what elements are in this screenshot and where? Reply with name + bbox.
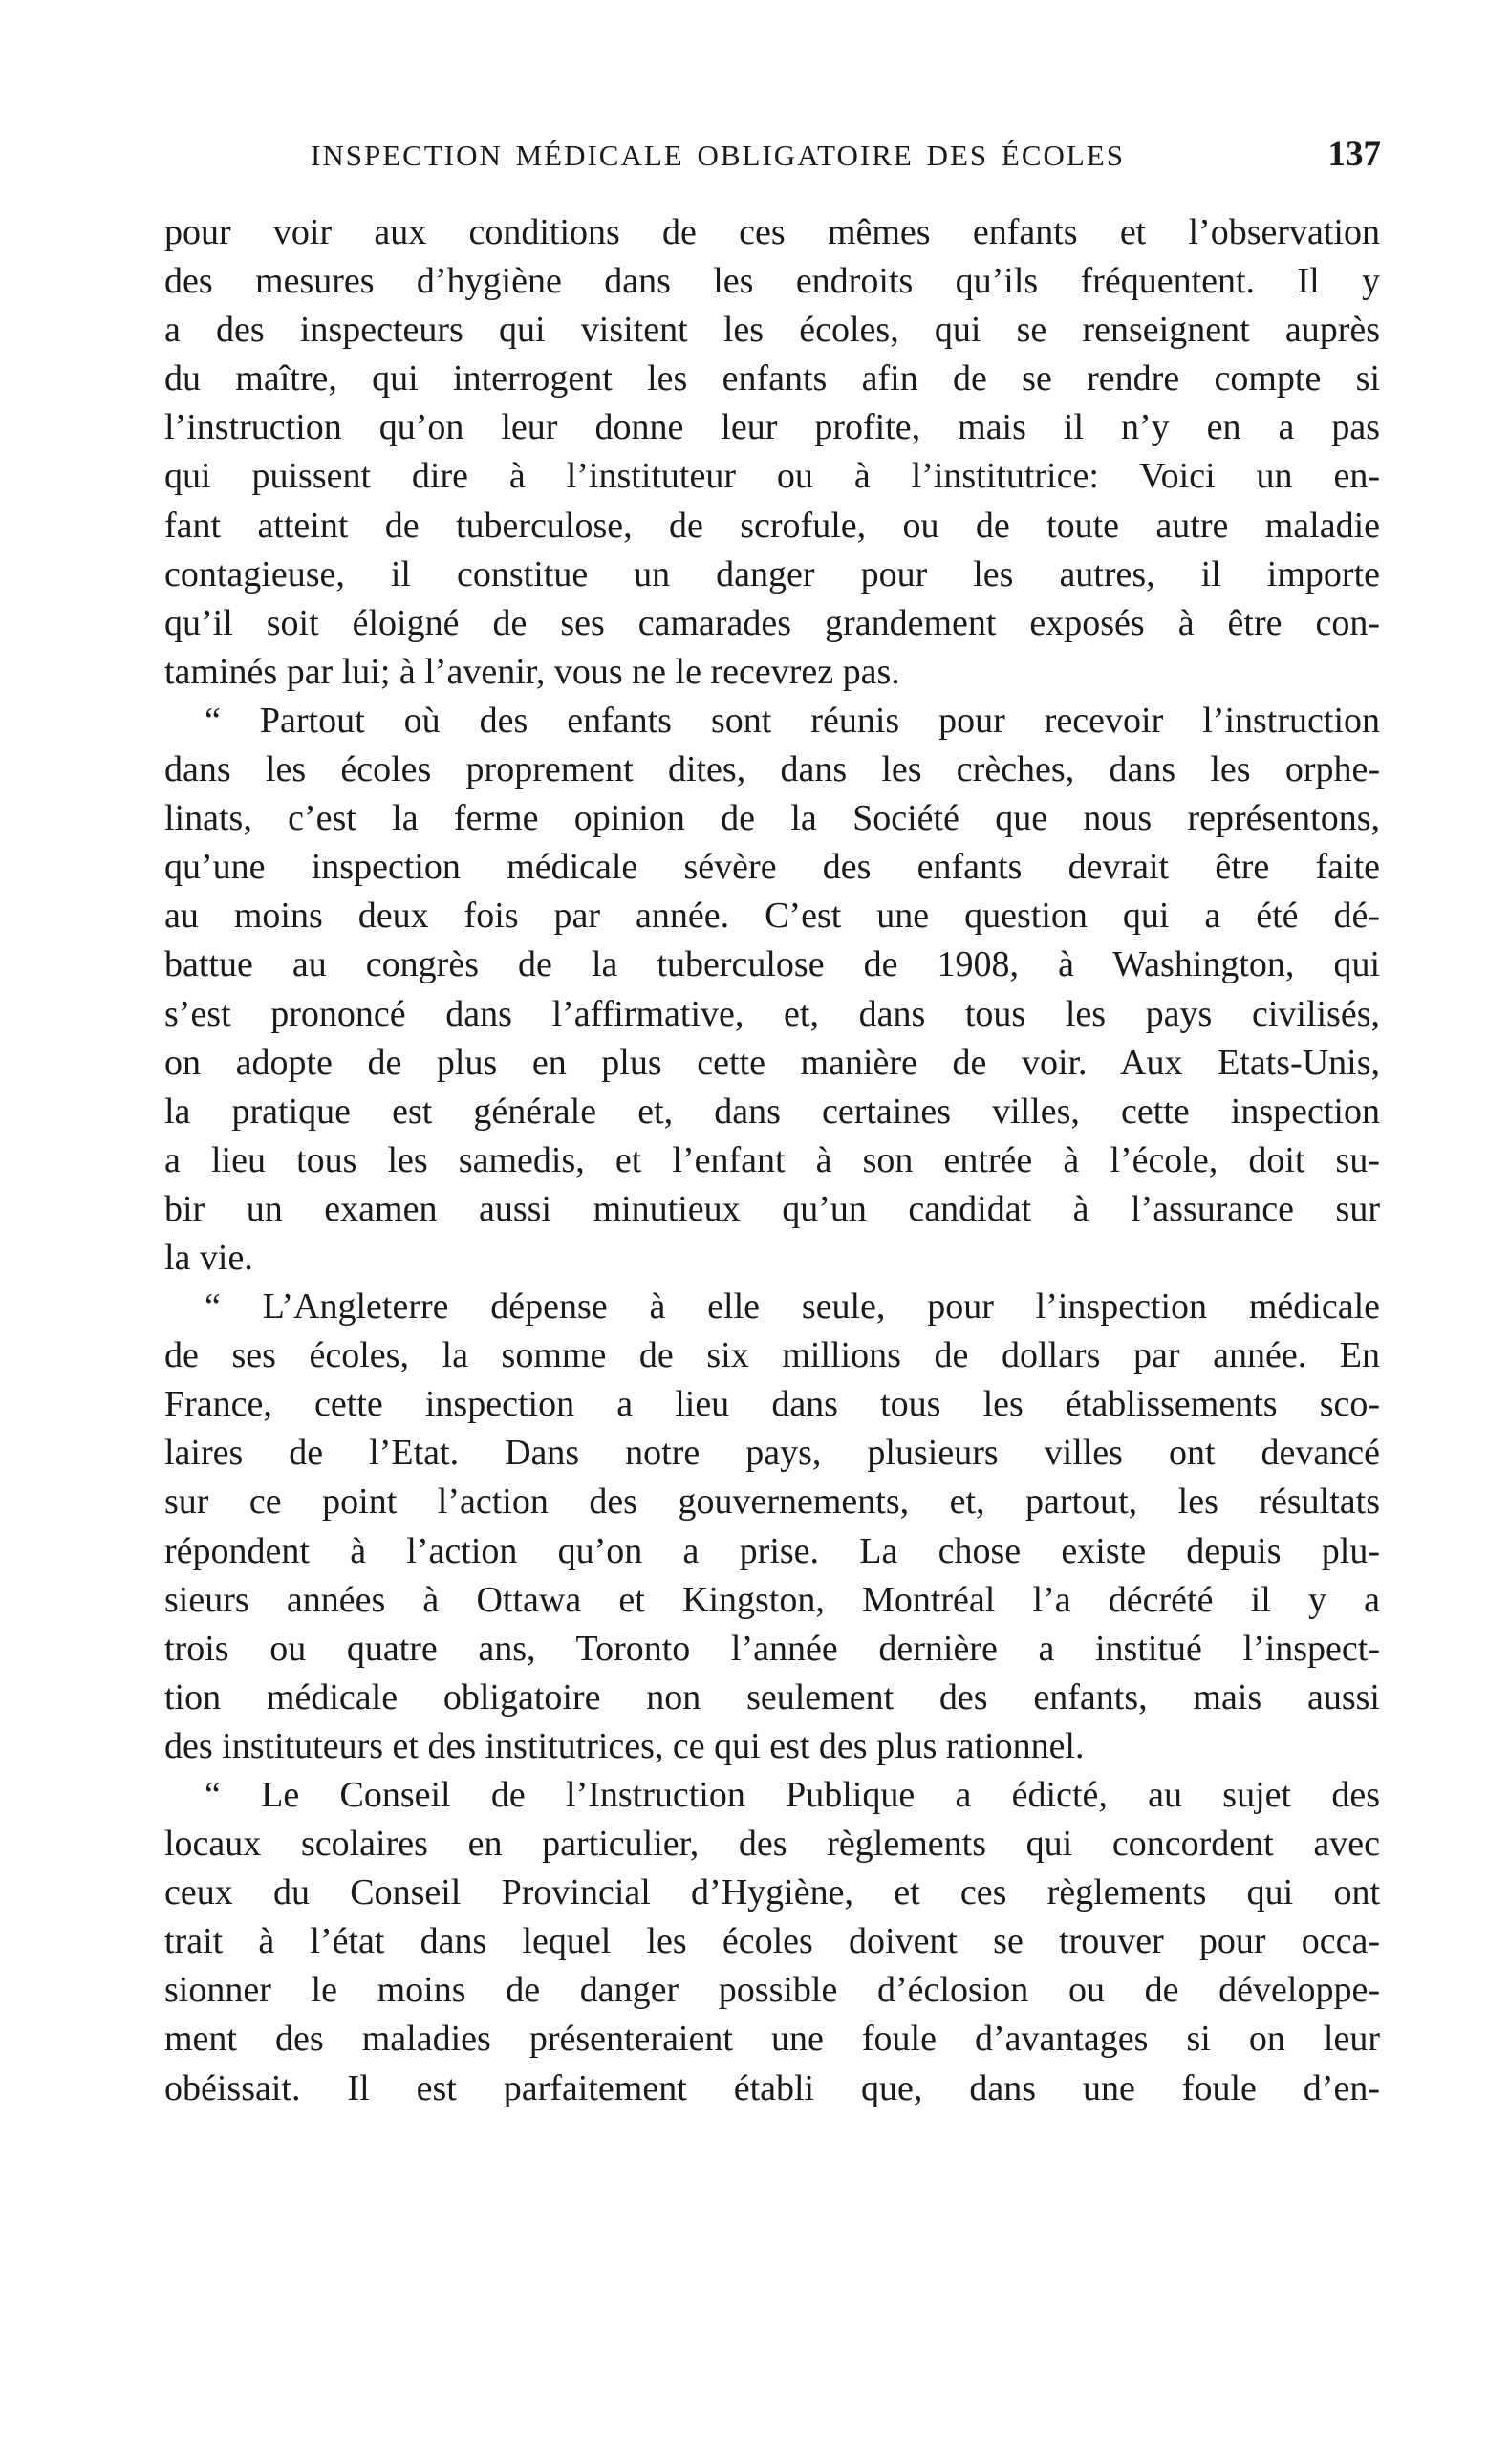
- text-line: tion médicale obligatoire non seulement des enfants, mais aussi: [164, 1676, 1380, 1718]
- text-line: la vie.: [164, 1237, 253, 1278]
- text-line: France, cette inspection a lieu dans tous les établissements sco-: [164, 1384, 1380, 1425]
- text-line: qui puissent dire à l’instituteur ou à l’institutrice: Voici un en-: [164, 456, 1380, 497]
- text-line: l’instruction qu’on leur donne leur profite, mais il n’y en a pas: [164, 407, 1380, 448]
- paragraph-4: [164, 1771, 1380, 2113]
- text-line: des mesures d’hygiène dans les endroits qu’ils fréquentent. Il y: [164, 261, 1380, 302]
- running-head: [311, 134, 1381, 182]
- text-line: sur ce point l’action des gouvernements, et, partout, les résultats: [164, 1481, 1380, 1523]
- text-line: “ Partout où des enfants sont réunis pour recevoir l’instruction: [205, 700, 1380, 741]
- text-line: on adopte de plus en plus cette manière de voir. Aux Etats-Unis,: [164, 1042, 1380, 1083]
- page-number: 137: [1327, 135, 1381, 174]
- text-line: “ L’Angleterre dépense à elle seule, pour l’inspection médicale: [205, 1286, 1380, 1328]
- text-line: battue au congrès de la tuberculose de 1908, à Washington, qui: [164, 944, 1380, 985]
- text-line: s’est prononcé dans l’affirmative, et, dans tous les pays civilisés,: [164, 993, 1380, 1034]
- text-line: fant atteint de tuberculose, de scrofule, ou de toute autre maladie: [164, 505, 1380, 546]
- running-title: INSPECTION MÉDICALE OBLIGATOIRE DES ÉCOLES: [311, 139, 1126, 172]
- text-line: sieurs années à Ottawa et Kingston, Montréal l’a décrété il y a: [164, 1579, 1380, 1620]
- text-line: ment des maladies présenteraient une foule d’avantages si on leur: [164, 2019, 1380, 2060]
- text-line: a des inspecteurs qui visitent les écoles, qui se renseignent auprès: [164, 310, 1380, 351]
- text-line: trait à l’état dans lequel les écoles doivent se trouver pour occa-: [164, 1921, 1380, 1962]
- text-line: de ses écoles, la somme de six millions de dollars par année. En: [164, 1335, 1380, 1376]
- body-text: [164, 208, 1380, 2113]
- text-line: au moins deux fois par année. C’est une question qui a été dé-: [164, 896, 1380, 937]
- text-line: contagieuse, il constitue un danger pour les autres, il importe: [164, 553, 1380, 594]
- text-line: qu’une inspection médicale sévère des enfants devrait être faite: [164, 847, 1380, 888]
- text-line: laires de l’Etat. Dans notre pays, plusieurs villes ont devancé: [164, 1433, 1380, 1474]
- text-line: a lieu tous les samedis, et l’enfant à son entrée à l’école, doit su-: [164, 1139, 1380, 1180]
- text-line: des instituteurs et des institutrices, ce qui est des plus rationnel.: [164, 1725, 1085, 1766]
- text-line: du maître, qui interrogent les enfants afin de se rendre compte si: [164, 358, 1380, 400]
- text-line: pour voir aux conditions de ces mêmes enfants et l’observation: [164, 212, 1380, 252]
- text-line: linats, c’est la ferme opinion de la Société que nous représentons,: [164, 798, 1380, 839]
- text-line: dans les écoles proprement dites, dans les crèches, dans les orphe-: [164, 749, 1380, 790]
- paragraph-1: [164, 208, 1380, 697]
- paragraph-3: [164, 1283, 1380, 1771]
- text-line: bir un examen aussi minutieux qu’un candidat à l’assurance sur: [164, 1188, 1380, 1229]
- text-line: répondent à l’action qu’on a prise. La chose existe depuis plu-: [164, 1530, 1380, 1571]
- text-line: la pratique est générale et, dans certaines villes, cette inspection: [164, 1091, 1380, 1132]
- text-line: locaux scolaires en particulier, des règlements qui concordent avec: [164, 1824, 1380, 1865]
- text-line: “ Le Conseil de l’Instruction Publique a édicté, au sujet des: [205, 1775, 1380, 1815]
- text-line: obéissait. Il est parfaitement établi que, dans une foule d’en-: [164, 2067, 1380, 2108]
- text-line: sionner le moins de danger possible d’éclosion ou de développe-: [164, 1970, 1380, 2011]
- text-line: trois ou quatre ans, Toronto l’année dernière a institué l’inspect-: [164, 1628, 1380, 1669]
- text-line: qu’il soit éloigné de ses camarades grandement exposés à être con-: [164, 602, 1380, 643]
- text-line: taminés par lui; à l’avenir, vous ne le recevrez pas.: [164, 651, 900, 692]
- paragraph-2: [164, 697, 1380, 1283]
- text-line: ceux du Conseil Provincial d’Hygiène, et ces règlements qui ont: [164, 1872, 1380, 1913]
